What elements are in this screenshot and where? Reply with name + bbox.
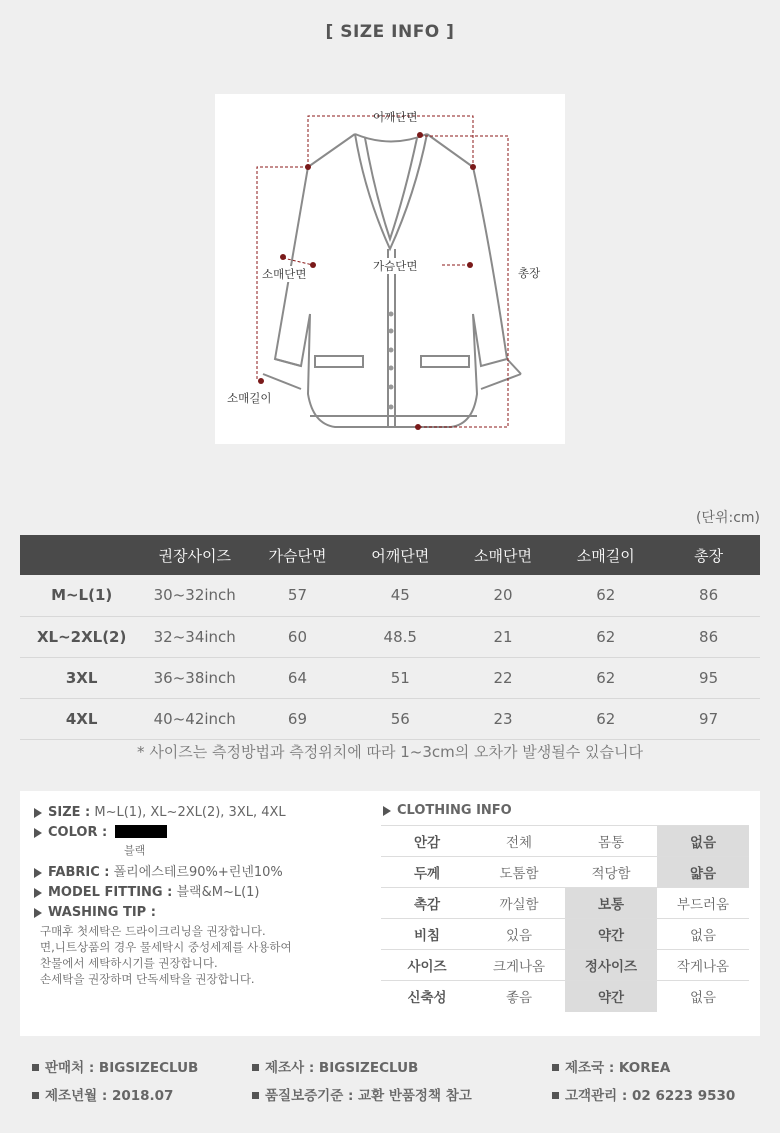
model-key: MODEL FITTING : xyxy=(48,885,173,900)
header-cell: 소매길이 xyxy=(554,535,657,575)
label-sleeve-width: 소매단면 xyxy=(262,267,307,281)
color-key: COLOR : xyxy=(48,825,108,840)
clothing-info-option: 없음 xyxy=(657,981,749,1012)
footer-date: 제조년월 : 2018.07 xyxy=(32,1084,173,1104)
header-cell: 가슴단면 xyxy=(246,535,349,575)
clothing-info-label: 두께 xyxy=(381,857,473,888)
table-cell: 56 xyxy=(349,698,452,739)
size-name: 3XL xyxy=(20,657,143,698)
washing-tip-info xyxy=(34,903,384,923)
table-row xyxy=(20,616,760,657)
size-info xyxy=(34,803,384,823)
header-cell: 소매단면 xyxy=(452,535,555,575)
table-cell: 57 xyxy=(246,575,349,616)
footer-warranty: 품질보증기준 : 교환 반품정책 참고 xyxy=(252,1084,472,1104)
table-cell: 20 xyxy=(452,575,555,616)
table-cell: 62 xyxy=(554,575,657,616)
clothing-info-option: 작게나옴 xyxy=(657,950,749,981)
size-table xyxy=(20,535,760,740)
header-cell: 총장 xyxy=(657,535,760,575)
clothing-info-option: 도톰함 xyxy=(473,857,565,888)
table-cell: 36~38inch xyxy=(143,657,246,698)
table-cell: 23 xyxy=(452,698,555,739)
clothing-info-row xyxy=(381,981,749,1012)
product-details xyxy=(34,803,384,987)
clothing-info-row xyxy=(381,919,749,950)
table-row xyxy=(20,575,760,616)
fabric-key: FABRIC : xyxy=(48,865,110,880)
clothing-info xyxy=(381,803,749,1012)
size-name: XL~2XL(2) xyxy=(20,616,143,657)
clothing-info-option-selected: 얇음 xyxy=(657,857,749,888)
footer-seller: 판매처 : BIGSIZECLUB xyxy=(32,1056,198,1076)
color-name: 블랙 xyxy=(124,844,146,857)
clothing-info-label: 안감 xyxy=(381,826,473,857)
table-cell: 62 xyxy=(554,657,657,698)
clothing-info-row xyxy=(381,826,749,857)
table-cell: 60 xyxy=(246,616,349,657)
size-name: 4XL xyxy=(20,698,143,739)
clothing-info-option: 부드러움 xyxy=(657,888,749,919)
table-row xyxy=(20,657,760,698)
clothing-info-title: CLOTHING INFO xyxy=(381,803,749,819)
clothing-info-option: 까실함 xyxy=(473,888,565,919)
table-cell: 48.5 xyxy=(349,616,452,657)
label-chest: 가슴단면 xyxy=(373,259,418,273)
table-cell: 40~42inch xyxy=(143,698,246,739)
size-value: M~L(1), XL~2XL(2), 3XL, 4XL xyxy=(94,805,286,820)
clothing-info-label: 사이즈 xyxy=(381,950,473,981)
table-cell: 62 xyxy=(554,616,657,657)
color-swatch xyxy=(115,825,167,838)
model-value: 블랙&M~L(1) xyxy=(176,885,260,900)
clothing-info-row xyxy=(381,857,749,888)
clothing-info-option: 없음 xyxy=(657,919,749,950)
washing-line: 손세탁을 권장하며 단독세탁을 권장합니다. xyxy=(40,972,255,986)
washing-line: 면,니트상품의 경우 물세탁시 중성세제를 사용하여 xyxy=(40,940,292,954)
table-cell: 32~34inch xyxy=(143,616,246,657)
clothing-info-option-selected: 정사이즈 xyxy=(565,950,657,981)
clothing-info-option: 좋음 xyxy=(473,981,565,1012)
table-cell: 69 xyxy=(246,698,349,739)
color-info xyxy=(34,823,384,843)
clothing-info-label: 신축성 xyxy=(381,981,473,1012)
size-table-header xyxy=(20,535,760,575)
clothing-info-label: 비침 xyxy=(381,919,473,950)
model-fitting-info xyxy=(34,883,384,903)
clothing-info-option-selected: 보통 xyxy=(565,888,657,919)
header-cell xyxy=(20,535,143,575)
table-cell: 30~32inch xyxy=(143,575,246,616)
label-total-length: 총장 xyxy=(518,266,541,280)
clothing-info-table xyxy=(381,825,749,1012)
garment-diagram xyxy=(215,94,565,444)
clothing-info-option: 적당함 xyxy=(565,857,657,888)
clothing-info-option: 있음 xyxy=(473,919,565,950)
header-cell: 어깨단면 xyxy=(349,535,452,575)
size-key: SIZE : xyxy=(48,805,91,820)
label-sleeve-length: 소매길이 xyxy=(227,391,272,405)
clothing-info-option: 크게나옴 xyxy=(473,950,565,981)
measure-note: * 사이즈는 측정방법과 측정위치에 따라 1~3cm의 오차가 발생될수 있습니다 xyxy=(137,743,643,761)
clothing-info-option: 몸통 xyxy=(565,826,657,857)
washing-line: 구매후 첫세탁은 드라이크리닝을 권장합니다. xyxy=(40,924,266,938)
table-row xyxy=(20,698,760,739)
product-info-panel xyxy=(20,791,760,1036)
table-cell: 86 xyxy=(657,575,760,616)
clothing-info-label: 촉감 xyxy=(381,888,473,919)
clothing-info-row xyxy=(381,888,749,919)
page-title: [ SIZE INFO ] xyxy=(325,22,455,42)
fabric-info xyxy=(34,863,384,883)
washing-line: 찬물에서 세탁하시기를 권장합니다. xyxy=(40,956,218,970)
table-cell: 95 xyxy=(657,657,760,698)
clothing-info-option-selected: 약간 xyxy=(565,919,657,950)
table-cell: 51 xyxy=(349,657,452,698)
table-cell: 86 xyxy=(657,616,760,657)
label-shoulder: 어깨단면 xyxy=(373,110,418,124)
unit-note: (단위:cm) xyxy=(695,510,760,526)
table-cell: 21 xyxy=(452,616,555,657)
table-cell: 62 xyxy=(554,698,657,739)
size-name: M~L(1) xyxy=(20,575,143,616)
clothing-info-option: 전체 xyxy=(473,826,565,857)
clothing-info-row xyxy=(381,950,749,981)
table-cell: 22 xyxy=(452,657,555,698)
fabric-value: 폴리에스테르90%+린넨10% xyxy=(113,865,283,880)
washing-key: WASHING TIP : xyxy=(48,905,156,920)
table-cell: 45 xyxy=(349,575,452,616)
footer-service: 고객관리 : 02 6223 9530 xyxy=(552,1084,735,1104)
footer-maker: 제조사 : BIGSIZECLUB xyxy=(252,1056,418,1076)
table-cell: 64 xyxy=(246,657,349,698)
footer-country: 제조국 : KOREA xyxy=(552,1056,670,1076)
header-cell: 권장사이즈 xyxy=(143,535,246,575)
table-cell: 97 xyxy=(657,698,760,739)
clothing-info-option-selected: 없음 xyxy=(657,826,749,857)
clothing-info-option-selected: 약간 xyxy=(565,981,657,1012)
